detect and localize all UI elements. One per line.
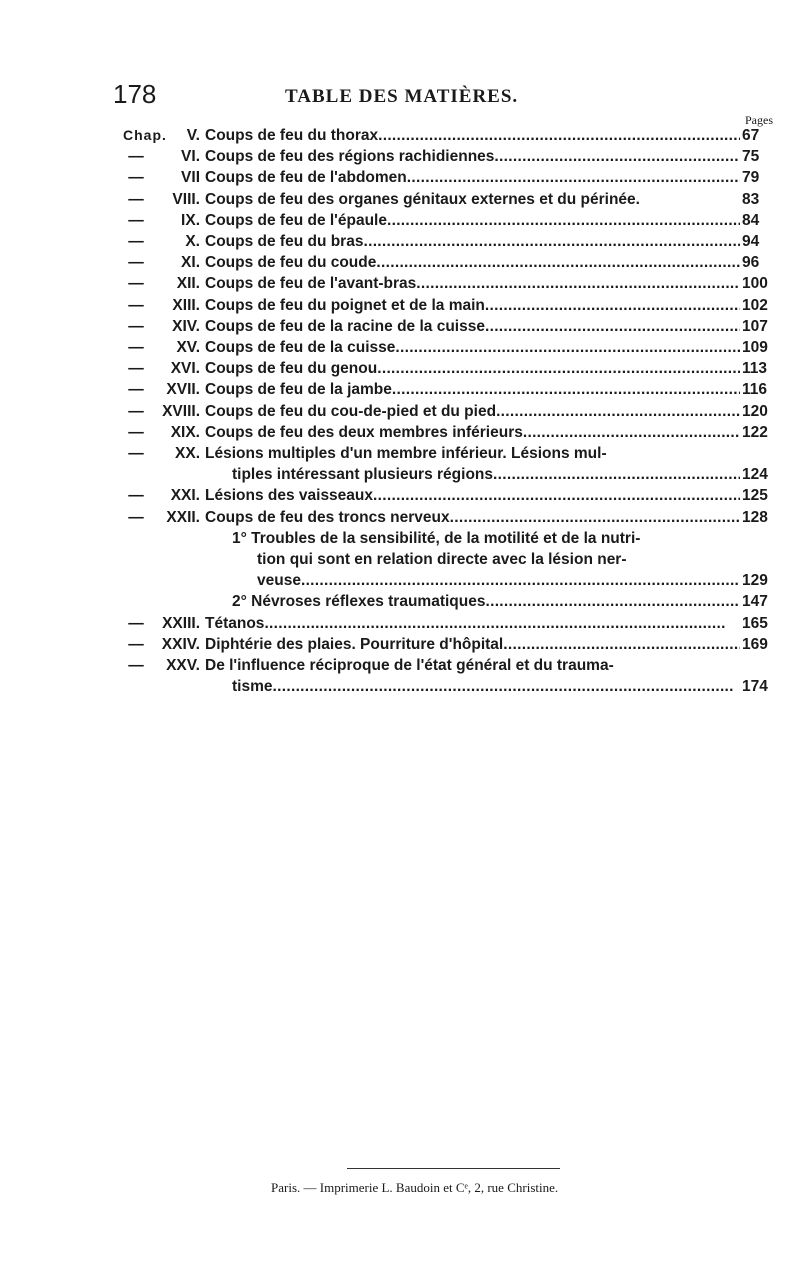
chapter-number: XII. [176,275,200,292]
subentry-title-text: 1° Troubles de la sensibilité, de la motilité et de la nutri- [232,530,641,547]
toc-entry [0,148,800,169]
running-title: TABLE DES MATIÈRES. [285,86,519,107]
footer-rule [347,1168,560,1169]
entry-title [205,403,740,421]
entry-title [205,127,740,145]
page-ref: 109 [742,339,768,356]
entry-title-text: Tétanos [205,615,265,632]
page-ref: 128 [742,509,768,526]
subentry-title-text: tion qui sont en relation directe avec la lésion ner- [257,551,627,568]
toc-entry [0,339,800,360]
toc-entry [0,191,800,212]
pages-column-label: Pages [745,113,773,127]
toc-subentry [0,572,800,593]
chapter-number: IX. [181,212,200,229]
page-number: 178 [113,79,157,109]
toc-entry [0,424,800,445]
chapter-number: VI. [181,148,200,165]
page-ref: 147 [742,593,768,610]
toc-subentry [0,593,800,614]
page-ref: 113 [742,360,768,377]
leader-dots [378,127,740,145]
entry-title-text: Diphtérie des plaies. Pourriture d'hôpital [205,636,504,653]
page-ref: 122 [742,424,768,441]
chapter-number: XIII. [172,297,200,314]
page-ref: 129 [742,572,768,589]
toc-entry-continuation [0,466,800,487]
entry-title [205,509,740,527]
entry-title-text: Coups de feu du bras [205,233,364,250]
toc-entry [0,169,800,190]
ditto-dash: — [128,254,144,271]
page-ref: 83 [742,191,760,208]
toc-entry-continuation [0,678,800,699]
toc-entry [0,487,800,508]
leader-dots [450,509,740,527]
page-ref: 116 [742,381,768,398]
page-ref: 100 [742,275,768,292]
chapter-number: XX. [175,445,200,462]
chapter-number: XXIV. [161,636,200,653]
ditto-dash: — [128,445,144,462]
page-ref: 67 [742,127,760,144]
chapter-number: XIX. [170,424,200,441]
ditto-dash: — [128,487,144,504]
entry-title-text: Coups de feu du poignet et de la main [205,297,485,314]
page-ref: 79 [742,169,760,186]
leader-dots [485,318,740,336]
ditto-dash: — [128,381,144,398]
entry-title [232,678,740,696]
entry-title-text: Coups de feu du coude [205,254,377,271]
page-ref: 165 [742,615,768,632]
leader-dots [377,360,740,378]
toc-subentry [0,530,800,551]
entry-title-text: Coups de feu de l'abdomen [205,169,407,186]
entry-title [205,275,740,293]
page-ref: 125 [742,487,768,504]
page-ref: 75 [742,148,760,165]
leader-dots [395,339,740,357]
chapter-number: X. [185,233,200,250]
subentry-title-text: 2° Névroses réflexes traumatiques [232,593,486,610]
entry-title [205,381,740,399]
leader-dots [523,424,740,442]
toc-entry [0,360,800,381]
chapter-number: VII [181,169,200,186]
leader-dots [493,466,740,484]
toc-entry [0,381,800,402]
entry-title [205,191,740,209]
entry-title [205,487,740,505]
subentry-title [232,530,740,548]
leader-dots [363,233,740,251]
page-ref: 174 [742,678,768,695]
page-ref: 107 [742,318,768,335]
ditto-dash: — [128,424,144,441]
ditto-dash: — [128,275,144,292]
entry-title [232,466,740,484]
entry-title [205,360,740,378]
leader-dots [485,297,740,315]
toc-entry [0,254,800,275]
chapter-number: VIII. [172,191,200,208]
ditto-dash: — [128,509,144,526]
toc-entry [0,445,800,466]
chapter-number: XV. [176,339,200,356]
entry-title-text: Coups de feu de l'avant-bras [205,275,417,292]
page-ref: 96 [742,254,760,271]
entry-title [205,233,740,251]
chapter-number: XXIII. [162,615,200,632]
ditto-dash: — [128,403,144,420]
toc-entry [0,212,800,233]
ditto-dash: — [128,360,144,377]
entry-title-text: Coups de feu de la jambe [205,381,392,398]
chapter-number: XI. [181,254,200,271]
chapter-number: XVII. [166,381,200,398]
page-ref: 102 [742,297,768,314]
leader-dots [387,212,740,230]
subentry-title-text: veuse [257,572,301,589]
leader-dots [503,636,740,654]
entry-title [205,318,740,336]
entry-title-text: Coups de feu des troncs nerveux [205,509,450,526]
ditto-dash: — [128,212,144,229]
page-ref: 169 [742,636,768,653]
entry-title-text: Coups de feu du cou-de-pied et du pied [205,403,497,420]
toc-entry [0,636,800,657]
leader-dots [416,275,740,293]
entry-title [205,657,740,675]
leader-dots [496,403,740,421]
chapter-number: XVIII. [162,403,200,420]
entry-title-text: tiples intéressant plusieurs régions [232,466,493,483]
entry-title-text: Coups de feu de la racine de la cuisse [205,318,485,335]
ditto-dash: — [128,297,144,314]
entry-title [205,445,740,463]
toc-entry [0,403,800,424]
entry-title [205,148,740,166]
toc-entry [0,509,800,530]
entry-title-text: Coups de feu de l'épaule [205,212,387,229]
ditto-dash: — [128,233,144,250]
chapter-number: XXI. [170,487,200,504]
leader-dots [392,381,740,399]
entry-title-text: Coups de feu du genou [205,360,378,377]
leader-dots [373,487,740,505]
chapter-number: XIV. [172,318,200,335]
ditto-dash: — [128,636,144,653]
entry-title [205,297,740,315]
entry-title [205,339,740,357]
chapter-number: V. [186,127,200,144]
entry-title-text: Coups de feu des organes génitaux externes et du périnée. [205,191,640,208]
entry-title-text: Coups de feu des deux membres inférieurs [205,424,523,441]
toc-entry [0,275,800,296]
entry-title [205,169,740,187]
entry-title-text: tisme [232,678,273,695]
ditto-dash: — [128,657,144,674]
chapter-number: XVI. [170,360,200,377]
toc-entry [0,233,800,254]
subentry-title [257,572,740,590]
toc-entry [0,127,800,148]
leader-dots [273,678,741,696]
subentry-title [257,551,740,569]
entry-title-text: De l'influence réciproque de l'état général et du trauma- [205,657,614,674]
printer-imprint: Paris. — Imprimerie L. Baudoin et Cᵉ, 2, rue Christine. [271,1180,559,1195]
entry-title-text: Coups de feu de la cuisse [205,339,396,356]
ditto-dash: — [128,339,144,356]
toc-subentry [0,551,800,572]
entry-title-text: Lésions multiples d'un membre inférieur. Lésions mul- [205,445,607,462]
chapter-number: XXII. [166,509,200,526]
leader-dots [407,169,740,187]
chapter-label: Chap. [123,127,167,143]
subentry-title [232,593,740,611]
entry-title-text: Coups de feu des régions rachidiennes [205,148,495,165]
leader-dots [494,148,740,166]
leader-dots [301,572,740,590]
ditto-dash: — [128,169,144,186]
toc-entry [0,657,800,678]
ditto-dash: — [128,148,144,165]
entry-title [205,636,740,654]
leader-dots [376,254,740,272]
entry-title [205,424,740,442]
ditto-dash: — [128,191,144,208]
entry-title-text: Lésions des vaisseaux [205,487,374,504]
toc-entry [0,615,800,636]
leader-dots [264,615,740,633]
toc-entry [0,318,800,339]
ditto-dash: — [128,615,144,632]
chapter-number: XXV. [166,657,200,674]
page-ref: 84 [742,212,760,229]
ditto-dash: — [128,318,144,335]
page-ref: 124 [742,466,768,483]
entry-title [205,254,740,272]
entry-title-text: Coups de feu du thorax [205,127,379,144]
entry-title [205,212,740,230]
page-ref: 94 [742,233,760,250]
leader-dots [485,593,740,611]
page-ref: 120 [742,403,768,420]
entry-title [205,615,740,633]
toc-entry [0,297,800,318]
